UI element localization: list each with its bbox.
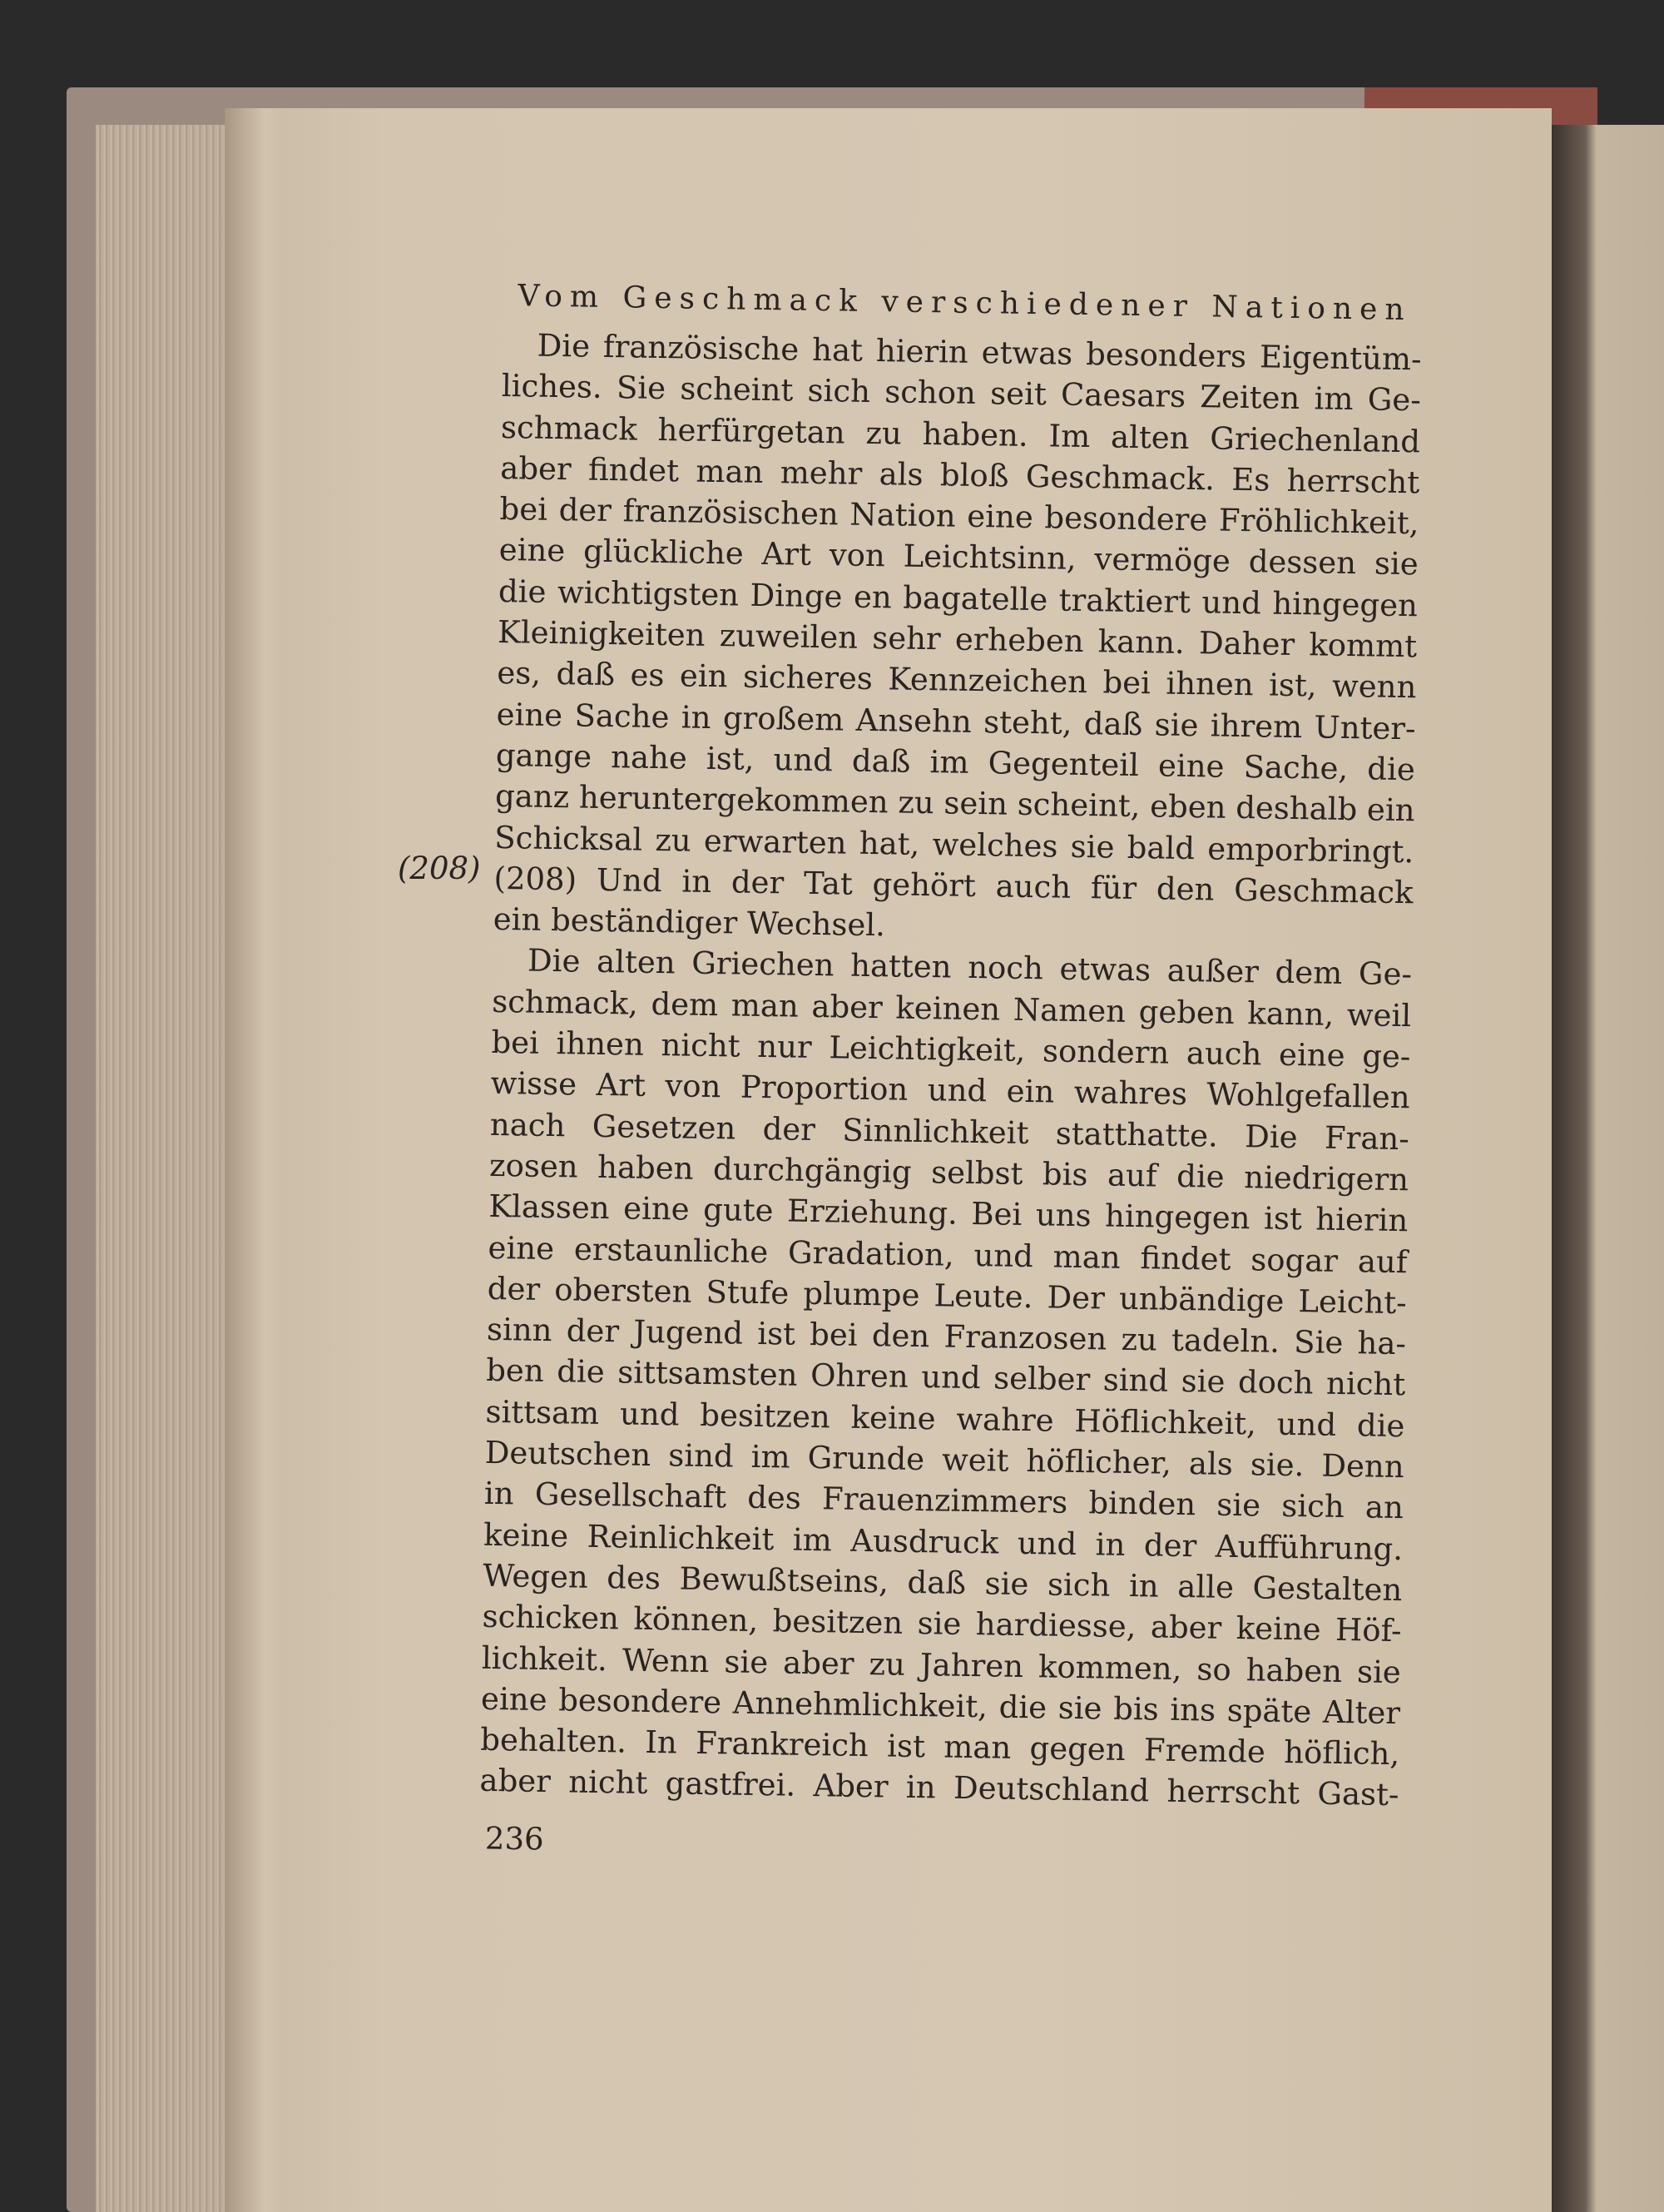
text-line: Klassen eine gute Erziehung. Bei uns hingegen ist hierin xyxy=(488,1188,1409,1239)
text-line: der obersten Stufe plumpe Leute. Der unbändige Leicht- xyxy=(487,1270,1408,1322)
text-block xyxy=(479,275,1423,1816)
margin-note: (208) xyxy=(398,851,481,886)
text-line: Deutschen sind im Grunde weit höflicher, als sie. Denn xyxy=(484,1434,1404,1485)
text-line: es, daß es ein sicheres Kennzeichen bei ihnen ist, wenn xyxy=(497,655,1417,706)
text-line: eine besondere Annehmlichkeit, die sie bis ins späte Alter xyxy=(480,1680,1401,1731)
text-line: in Gesellschaft des Frauenzimmers binden sie sich an xyxy=(483,1475,1404,1526)
page-number: 236 xyxy=(484,1820,544,1857)
text-line: ein beständiger Wechsel. xyxy=(493,901,886,944)
text-line: schmack, dem man aber keinen Namen geben kann, weil xyxy=(491,983,1412,1034)
text-line: eine Sache in großem Ansehn steht, daß sie ihrem Unter- xyxy=(496,696,1416,746)
text-line: Die französische hat hierin etwas besonders Eigentüm- xyxy=(537,327,1422,378)
text-line: Schicksal zu erwarten hat, welches sie bald emporbringt. xyxy=(494,819,1414,870)
text-line: keine Reinlichkeit im Ausdruck und in der Aufführung. xyxy=(483,1516,1404,1567)
text-line: nach Gesetzen der Sinnlichkeit statthatte. Die Fran- xyxy=(489,1106,1410,1157)
text-line: liches. Sie scheint sich schon seit Caesars Zeiten im Ge- xyxy=(501,368,1422,419)
facing-page-edge xyxy=(1552,125,1664,2212)
text-line: gange nahe ist, und daß im Gegenteil eine Sache, die xyxy=(495,737,1416,788)
text-line: schmack herfürgetan zu haben. Im alten Griechenland xyxy=(500,409,1421,459)
text-line: wisse Art von Proportion und ein wahres Wohlgefallen xyxy=(490,1065,1410,1116)
text-line: ben die sittsamsten Ohren und selber sind sie doch nicht xyxy=(485,1352,1406,1403)
text-line: aber findet man mehr als bloß Geschmack. Es herrscht xyxy=(500,449,1420,501)
text-line: bei der französischen Nation eine besondere Fröhlichkeit, xyxy=(499,491,1419,542)
text-line: behalten. In Frankreich ist man gegen Fremde höflich, xyxy=(480,1721,1400,1773)
text-line: sinn der Jugend ist bei den Franzosen zu tadeln. Sie ha- xyxy=(486,1311,1407,1362)
text-line: schicken können, besitzen sie hardiesse, aber keine Höf- xyxy=(482,1599,1402,1649)
text-line: sittsam und besitzen keine wahre Höflichkeit, und die xyxy=(485,1393,1405,1444)
text-line: Wegen des Bewußtseins, daß sie sich in alle Gestalten xyxy=(483,1557,1403,1609)
text-line: eine erstaunliche Gradation, und man findet sogar auf xyxy=(488,1229,1408,1280)
text-line: aber nicht gastfrei. Aber in Deutschland herrscht Gast- xyxy=(479,1763,1399,1813)
text-line: lichkeit. Wenn sie aber zu Jahren kommen, so haben sie xyxy=(481,1639,1402,1690)
text-line: ganz heruntergekommen zu sein scheint, eben deshalb ein xyxy=(494,778,1415,829)
text-line: bei ihnen nicht nur Leichtigkeit, sondern auch eine ge- xyxy=(491,1024,1411,1075)
running-heading: Vom Geschmack verschiedener Nationen xyxy=(518,279,1412,328)
text-line: eine glückliche Art von Leichtsinn, vermöge dessen sie xyxy=(498,532,1419,583)
text-line: Kleinigkeiten zuweilen sehr erheben kann. Daher kommt xyxy=(497,614,1418,665)
text-line: die wichtigsten Dinge en bagatelle traktiert und hingegen xyxy=(498,573,1419,624)
text-line: Die alten Griechen hatten noch etwas außer dem Ge- xyxy=(527,943,1413,993)
text-line: (208) Und in der Tat gehört auch für den Geschmack xyxy=(493,860,1414,911)
page-gutter xyxy=(225,108,291,2212)
text-line: zosen haben durchgängig selbst bis auf die niedrigern xyxy=(488,1147,1409,1198)
